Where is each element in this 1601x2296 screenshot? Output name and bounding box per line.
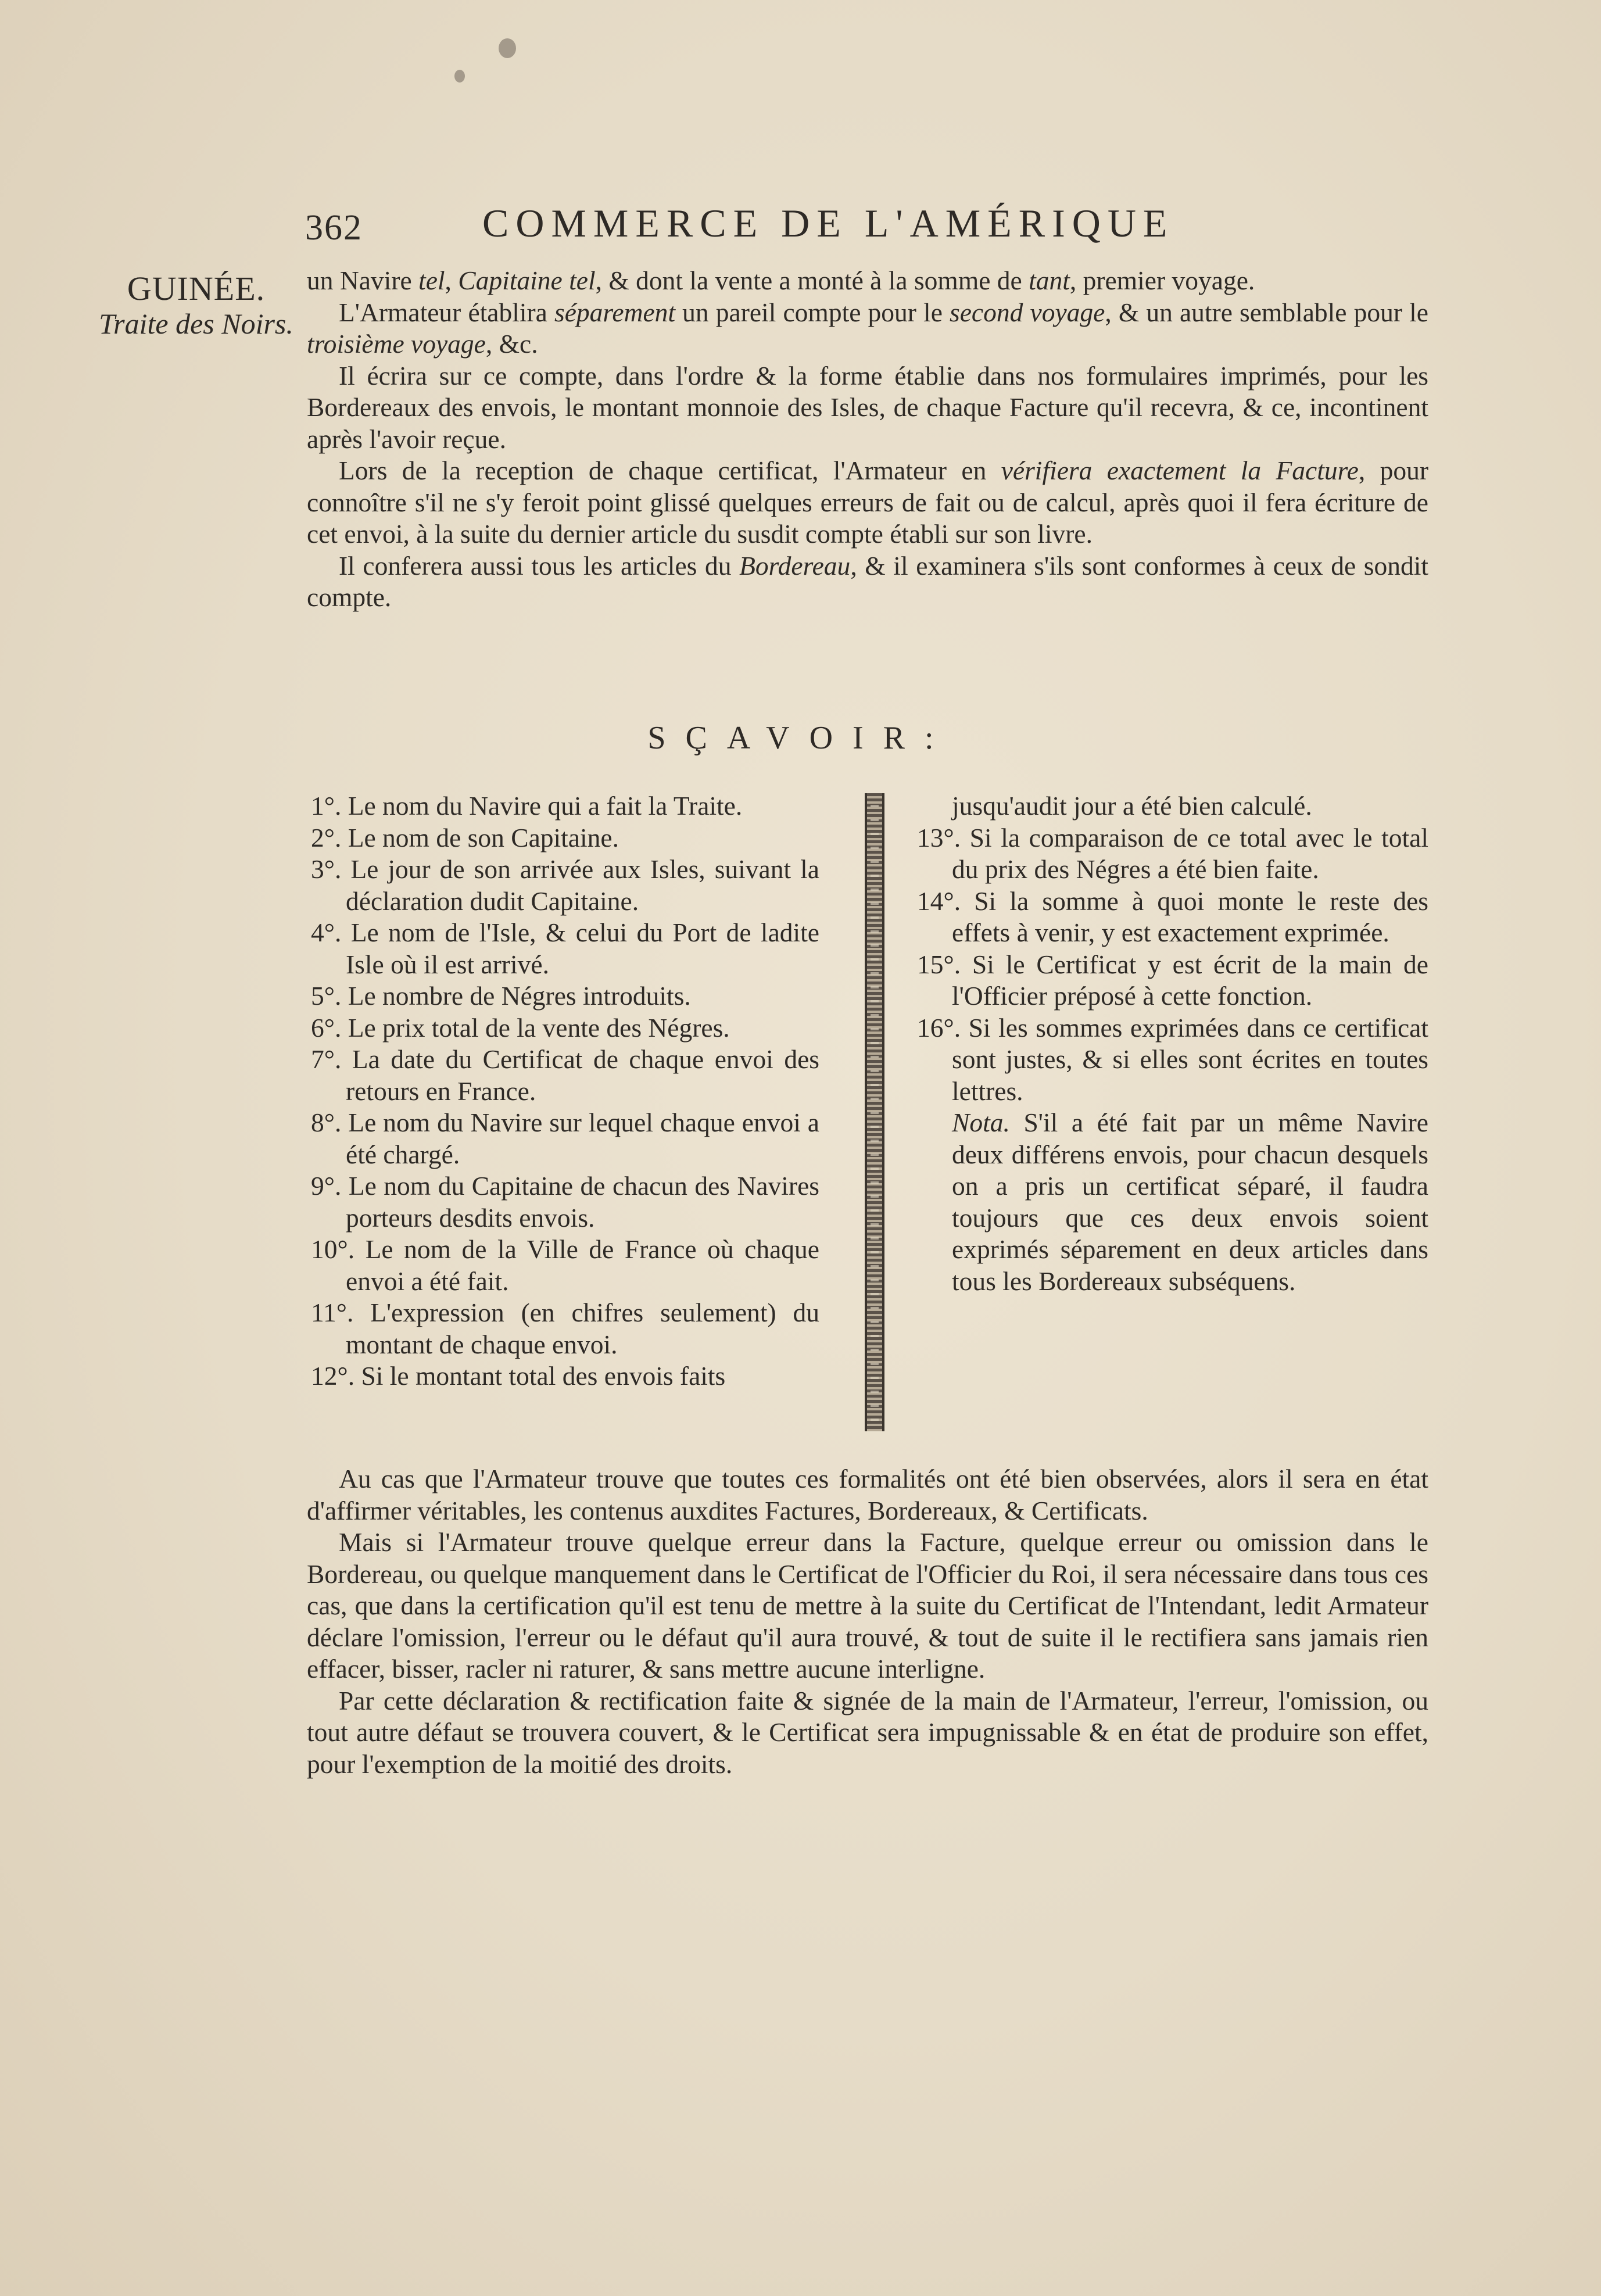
text-run: , & dont la vente a monté à la somme de bbox=[595, 266, 1029, 295]
list-item: 7°. La date du Certificat de chaque envoi des retours en France. bbox=[311, 1044, 819, 1106]
italic-run: vérifiera exactement la Facture bbox=[1001, 456, 1359, 485]
column-divider-rule bbox=[865, 793, 884, 1431]
nota-label: Nota. bbox=[952, 1108, 1010, 1137]
text-run: un pareil compte pour le bbox=[675, 297, 950, 327]
list-item: 1°. Le nom du Navire qui a fait la Traite. bbox=[311, 791, 743, 821]
paragraph bbox=[307, 455, 1428, 550]
ink-smudge bbox=[454, 70, 465, 83]
page-number: 362 bbox=[305, 208, 363, 248]
list-item: 16°. Si les sommes exprimées dans ce certificat sont justes, & si elles sont écrites en toutes lettres. bbox=[917, 1012, 1428, 1106]
margin-note-subtitle: Traite des Noirs. bbox=[99, 307, 293, 340]
paragraph: Par cette déclaration & rectification faite & signée de la main de l'Armateur, l'erreur, l'omission, ou tout autre défaut se trouvera couvert, & le Certificat sera impugnissable & en état de produire son effet, pour l'exemption de la moitié des droits. bbox=[307, 1685, 1428, 1779]
list-item: 4°. Le nom de l'Isle, & celui du Port de ladite Isle où il est arrivé. bbox=[311, 918, 819, 979]
text-run: , premier voyage. bbox=[1069, 266, 1255, 295]
left-column bbox=[311, 790, 819, 1392]
list-item: 11°. L'expression (en chifres seulement) du montant de chaque envoi. bbox=[311, 1298, 819, 1359]
italic-run: Bordereau bbox=[739, 550, 851, 581]
text-run: L'Armateur établira bbox=[339, 297, 554, 327]
ink-smudge bbox=[499, 38, 516, 58]
text-run: , bbox=[445, 266, 459, 295]
text-run: un Navire bbox=[307, 266, 419, 295]
margin-note bbox=[87, 271, 305, 341]
paragraph bbox=[307, 265, 1428, 297]
list-item: 9°. Le nom du Capitaine de chacun des Navires porteurs desdits envois. bbox=[311, 1171, 819, 1233]
margin-note-title: GUINÉE. bbox=[127, 270, 266, 307]
text-run: Lors de la reception de chaque certificat, l'Armateur en bbox=[339, 456, 1001, 485]
list-item-continuation: jusqu'audit jour a été bien calculé. bbox=[952, 791, 1312, 821]
list-item: 14°. Si la somme à quoi monte le reste des effets à venir, y est exactement exprimée. bbox=[917, 886, 1428, 947]
text-run: , pour connoître s'il ne s'y feroit point glissé quelques erreurs de fait ou de calcul, après quoi il fera écriture de cet envoi, à la suite du dernier article du susdit compte établi sur son livre. bbox=[307, 456, 1428, 549]
list-item: 5°. Le nombre de Négres introduits. bbox=[311, 981, 691, 1011]
italic-run: tel bbox=[418, 266, 445, 295]
italic-run: séparement bbox=[554, 297, 676, 327]
running-title: COMMERCE DE L'AMÉRIQUE bbox=[482, 201, 1174, 245]
list-item: 15°. Si le Certificat y est écrit de la main de l'Officier préposé à cette fonction. bbox=[917, 949, 1428, 1011]
paragraph bbox=[307, 550, 1428, 614]
list-item: 3°. Le jour de son arrivée aux Isles, suivant la déclaration dudit Capitaine. bbox=[311, 854, 819, 916]
intro-text bbox=[307, 265, 1428, 614]
italic-run: troisième voyage bbox=[307, 329, 486, 359]
italic-run: second voyage bbox=[950, 297, 1105, 327]
paragraph: Mais si l'Armateur trouve quelque erreur dans la Facture, quelque erreur ou omission dans le Bordereau, ou quelque manquement dans le Certificat de l'Officier du Roi, il sera nécessaire dans tous ces cas, que dans la certification qu'il est tenu de mettre à la suite du Certificat de l'Intendant, ledit Armateur déclare l'omission, l'erreur ou le défaut qu'il aura trouvé, & tout de suite il le rectifiera sans jamais rien effacer, bisser, racler ni raturer, & sans mettre aucune interligne. bbox=[307, 1527, 1428, 1684]
list-item: 10°. Le nom de la Ville de France où chaque envoi a été fait. bbox=[311, 1234, 819, 1296]
italic-run: tant bbox=[1029, 266, 1070, 295]
text-run: , &c. bbox=[485, 329, 538, 359]
list-item: 12°. Si le montant total des envois faits bbox=[311, 1361, 726, 1391]
paragraph: Au cas que l'Armateur trouve que toutes ces formalités ont été bien observées, alors il sera en état d'affirmer véritables, les contenus auxdites Factures, Bordereaux, & Certificats. bbox=[307, 1464, 1428, 1525]
text-run: , & il examinera s'ils sont conformes à ceux de sondit compte. bbox=[307, 550, 1428, 612]
list-item: 8°. Le nom du Navire sur lequel chaque envoi a été chargé. bbox=[311, 1108, 819, 1169]
italic-run: Capitaine tel bbox=[458, 266, 596, 295]
text-run: Il conferera aussi tous les articles du bbox=[339, 550, 740, 581]
closing-text bbox=[307, 1463, 1428, 1780]
list-item: 6°. Le prix total de la vente des Négres. bbox=[311, 1012, 730, 1043]
paragraph: Il écrira sur ce compte, dans l'ordre & la forme établie dans nos formulaires imprimés, pour les Bordereaux des envois, le montant monnoie des Isles, de chaque Facture qu'il recevra, & ce, incontinent après l'avoir reçue. bbox=[307, 360, 1428, 454]
list-item: 2°. Le nom de son Capitaine. bbox=[311, 822, 619, 853]
nota-text: S'il a été fait par un même Navire deux différens envois, pour chacun desquels on a pris un certificat séparé, il faudra toujours que ces deux envois soient exprimés séparement en deux articles dans tous les Bordereaux subséquens. bbox=[952, 1108, 1428, 1296]
right-column bbox=[917, 790, 1428, 1297]
page-header bbox=[305, 200, 1432, 253]
text-run: , & un autre semblable pour le bbox=[1105, 297, 1428, 327]
nota-note bbox=[917, 1107, 1428, 1297]
list-item: 13°. Si la comparaison de ce total avec le total du prix des Négres a été bien faite. bbox=[917, 822, 1428, 884]
section-heading: SÇAVOIR: bbox=[647, 720, 954, 756]
paragraph bbox=[307, 297, 1428, 360]
